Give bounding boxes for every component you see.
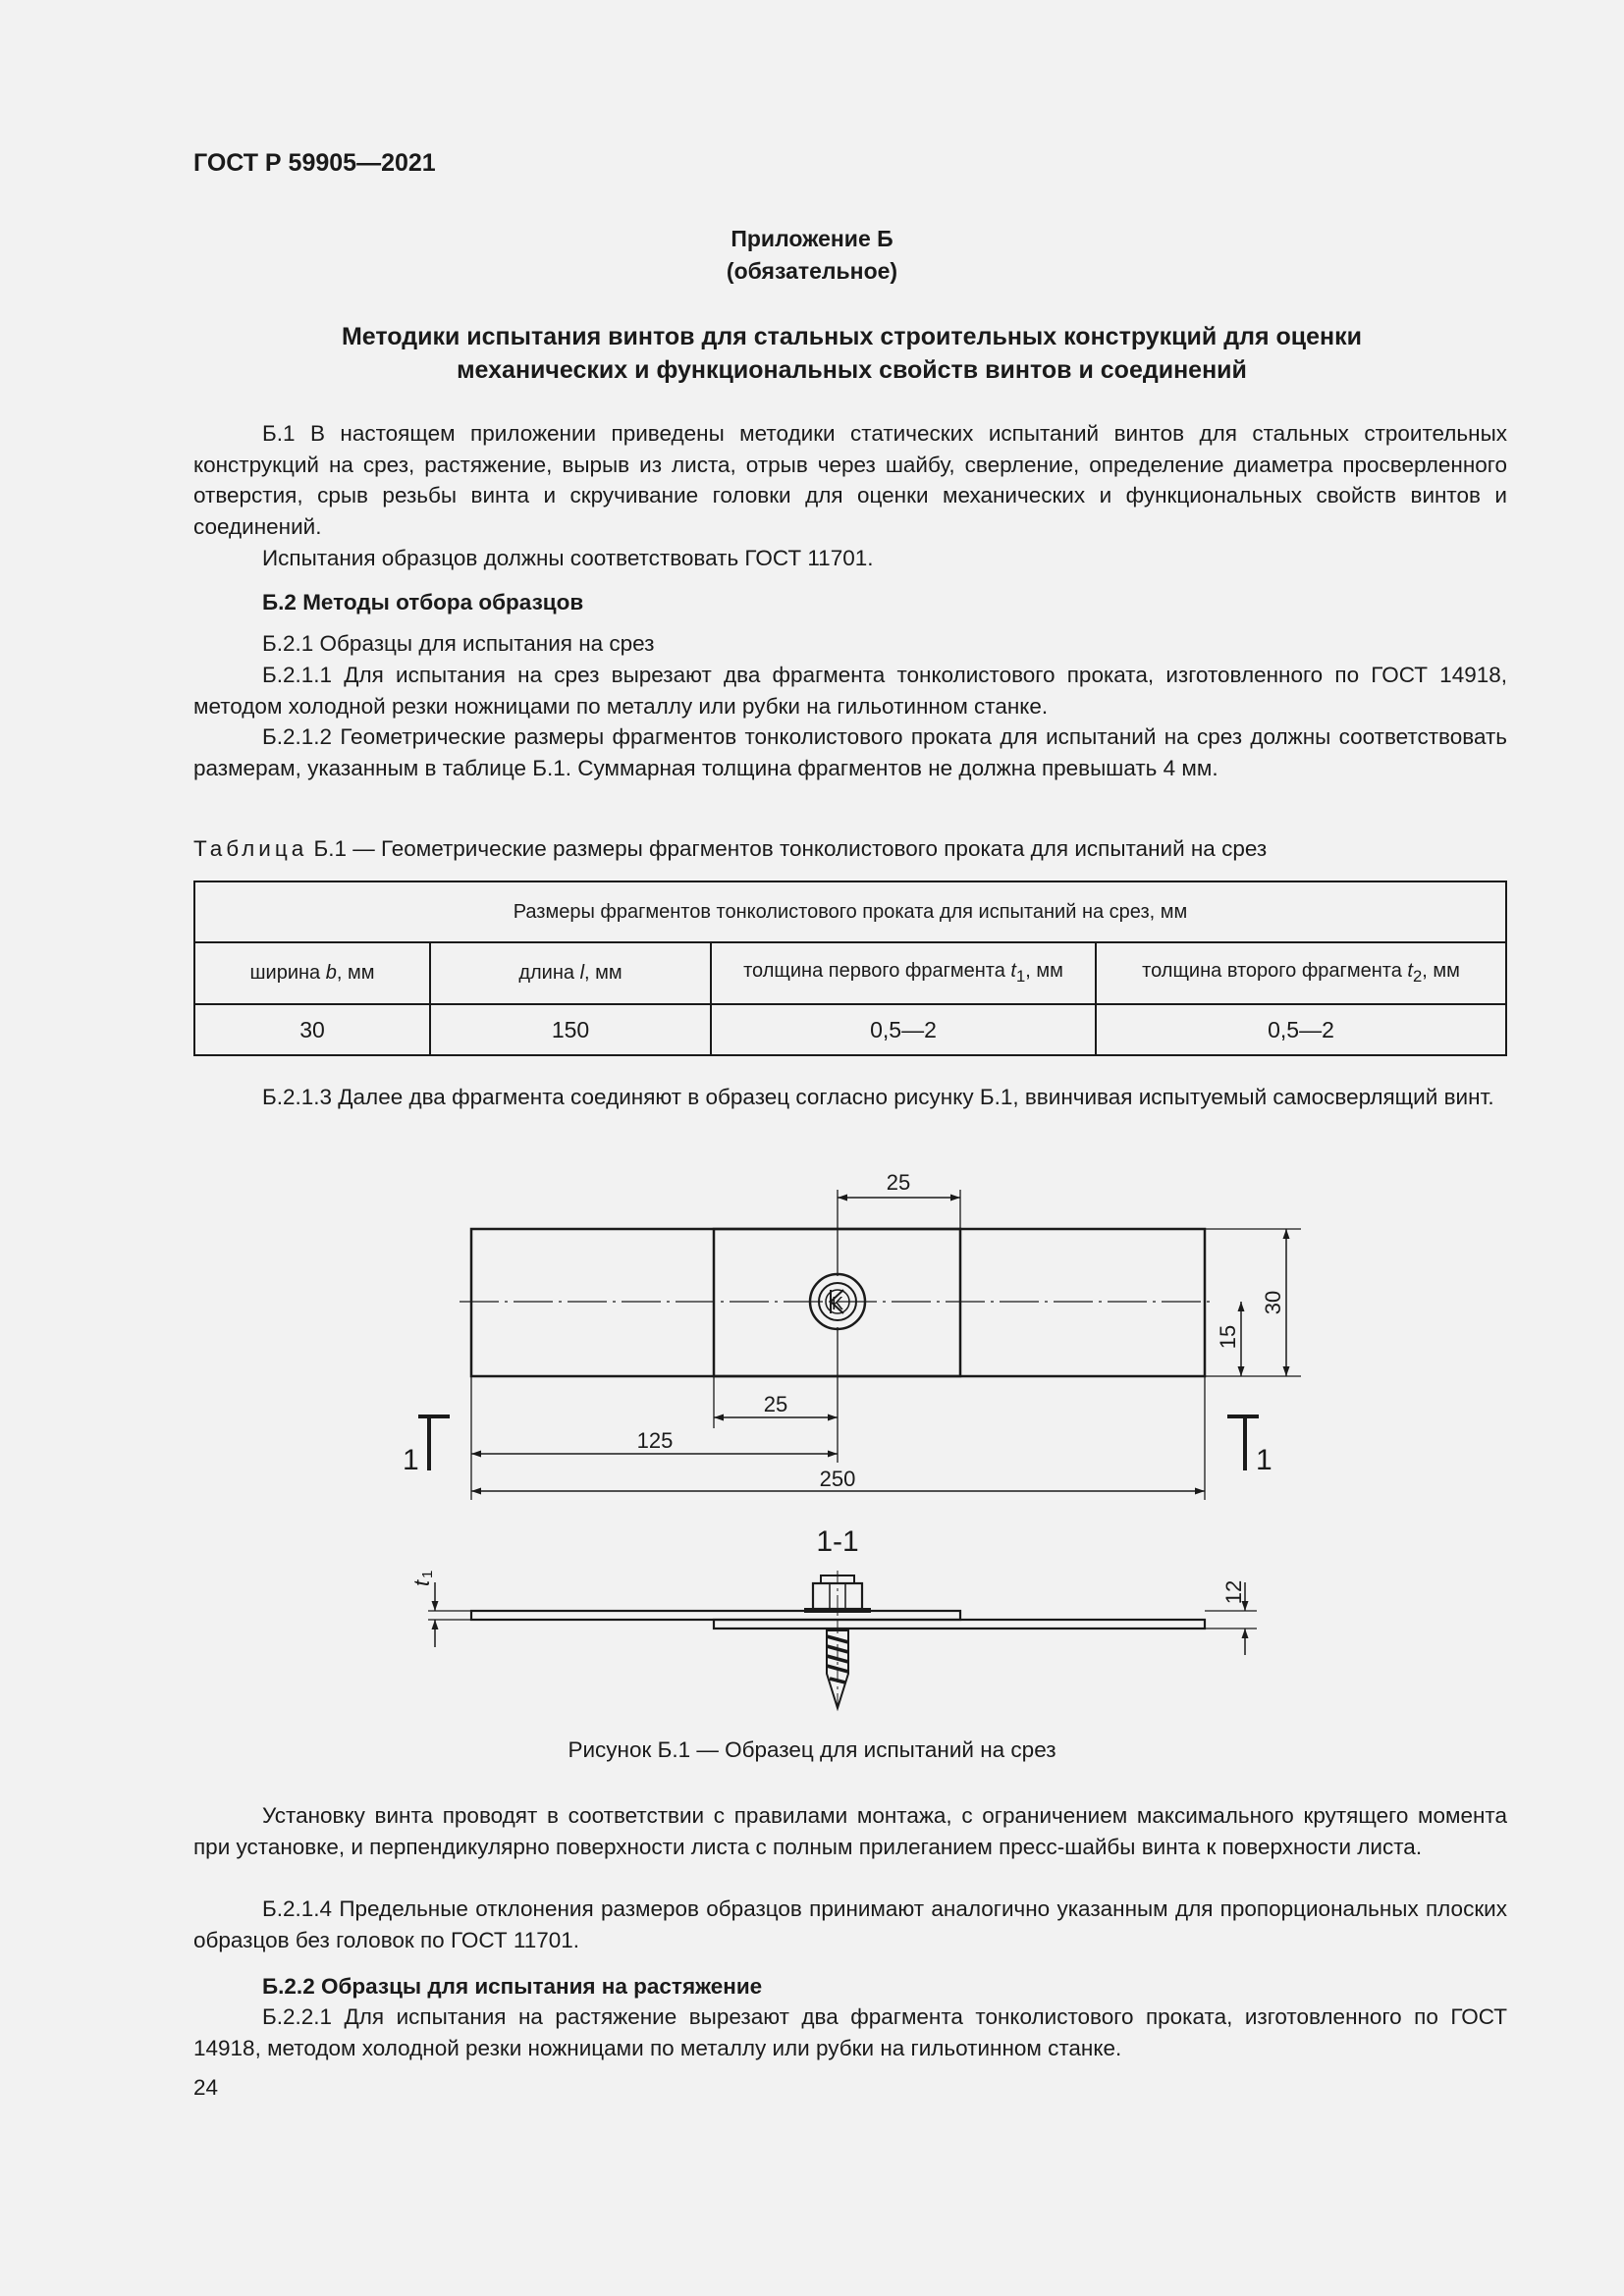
paragraph-b213: Б.2.1.3 Далее два фрагмента соединяют в образец согласно рисунку Б.1, ввинчивая испытуемый самосверлящий винт. (262, 1085, 1494, 1109)
screw-section-icon (805, 1571, 870, 1708)
section-marker-right (1227, 1416, 1259, 1470)
section-title-line-1: Методики испытания винтов для стальных строительных конструкций для оценки (341, 323, 1363, 350)
table-group-header: Размеры фрагментов тонколистового проката для испытаний на срез, мм (194, 881, 1506, 942)
dimension-right-outer: 30 (1261, 1290, 1285, 1315)
section-label-left: 1 (403, 1444, 419, 1476)
table-caption-text: Б.1 — Геометрические размеры фрагментов тонколистового проката для испытаний на срез (307, 836, 1268, 861)
section-label-right: 1 (1256, 1444, 1272, 1476)
plate-1-plan (471, 1229, 960, 1376)
table-caption-prefix: Таблица (193, 836, 308, 861)
dimension-t1-var: t (409, 1579, 434, 1586)
table-cell: 150 (430, 1004, 711, 1055)
table-cell: 0,5—2 (1096, 1004, 1506, 1055)
table-cell: 30 (194, 1004, 430, 1055)
dimension-left: 125 (636, 1428, 674, 1453)
dimension-total: 250 (819, 1467, 856, 1491)
paragraph-b212: Б.2.1.2 Геометрические размеры фрагментов тонколистового проката для испытаний на срез должны соответствовать размерам, указанным в таблице Б.1. Суммарная толщина фрагментов не должна превышать 4 мм. (193, 724, 1507, 780)
dimension-thickness: 12 (1221, 1579, 1246, 1605)
dimension-top: 25 (886, 1170, 911, 1195)
dimension-inner: 25 (763, 1392, 788, 1416)
column-header-length: длина l, мм (430, 942, 711, 1004)
section-marker-left (418, 1416, 450, 1470)
plate-1-section (471, 1611, 960, 1620)
dimension-t1-sub: 1 (419, 1570, 436, 1578)
plate-2-section (714, 1620, 1205, 1629)
figure-caption: Рисунок Б.1 — Образец для испытаний на срез (568, 1737, 1056, 1762)
column-header-thickness-1: толщина первого фрагмента $t_1$, мм (711, 942, 1096, 1004)
section-title-line-2: механических и функциональных свойств винтов и соединений (457, 356, 1247, 384)
paragraph-b1: Б.1 В настоящем приложении приведены методики статических испытаний винтов для стальных строительных конструкций на срез, растяжение, вырыв из листа, отрыв через шайбу, сверление, определение диаметра просверленного отверстия, срыв резьбы винта и скручивание головки для оценки механических и функциональных свойств винтов и соединений. (193, 421, 1507, 539)
appendix-title: Приложение Б (731, 226, 893, 251)
paragraph-install: Установку винта проводят в соответствии с правилами монтажа, с ограничением максимального крутящего момента при установке, и перпендикулярно поверхности листа с полным прилеганием пресс-шайбы винта к поверхности листа. (193, 1803, 1507, 1859)
paragraph-b1b: Испытания образцов должны соответствовать ГОСТ 11701. (262, 546, 874, 570)
heading-b22: Б.2.2 Образцы для испытания на растяжение (262, 1974, 763, 1999)
heading-b2: Б.2 Методы отбора образцов (262, 590, 584, 614)
table-cell: 0,5—2 (711, 1004, 1096, 1055)
screw-head-letter: K (831, 1294, 844, 1313)
document-header: ГОСТ Р 59905—2021 (193, 149, 436, 177)
column-header-thickness-2: толщина второго фрагмента $t_2$, мм (1096, 942, 1506, 1004)
dimension-right-inner: 15 (1216, 1324, 1240, 1350)
section-title: 1-1 (816, 1525, 859, 1558)
paragraph-b221: Б.2.2.1 Для испытания на растяжение вырезают два фрагмента тонколистового проката, изготовленного по ГОСТ 14918, методом холодной резки ножницами по металлу или рубки на гильотинном станке. (193, 2004, 1507, 2060)
appendix-status: (обязательное) (726, 258, 898, 284)
paragraph-b214: Б.2.1.4 Предельные отклонения размеров образцов принимают аналогично указанным для пропорциональных плоских образцов без головок по ГОСТ 11701. (193, 1896, 1507, 1952)
paragraph-b21: Б.2.1 Образцы для испытания на срез (262, 631, 655, 656)
column-header-width: ширина b, мм (194, 942, 430, 1004)
page-number: 24 (193, 2075, 219, 2100)
paragraph-b211: Б.2.1.1 Для испытания на срез вырезают два фрагмента тонколистового проката, изготовленного по ГОСТ 14918, методом холодной резки ножницами по металлу или рубки на гильотинном станке. (193, 663, 1507, 719)
